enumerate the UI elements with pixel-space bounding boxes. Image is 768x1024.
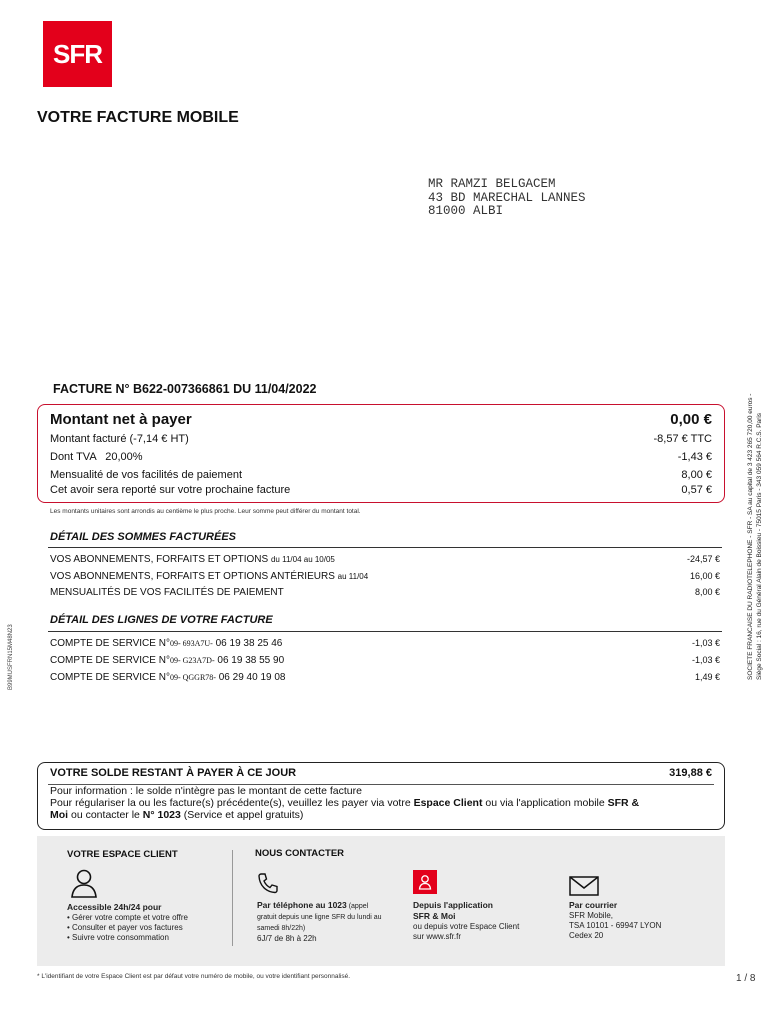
section-title-lines: DÉTAIL DES LIGNES DE VOTRE FACTURE — [50, 614, 273, 626]
line-account: 09- QGGR78- — [169, 673, 216, 682]
line-label — [50, 638, 282, 649]
espace-client-item: • Consulter et payer vos factures — [67, 923, 183, 932]
summary-row — [50, 484, 712, 496]
document-title: VOTRE FACTURE MOBILE — [37, 109, 239, 126]
app-contact-line: ou depuis votre Espace Client — [413, 922, 520, 931]
summary-label: Mensualité de vos facilités de paiement — [50, 469, 242, 481]
summary-row — [50, 451, 712, 463]
sfr-logo — [43, 21, 112, 87]
invoice-number: FACTURE N° B622-007366861 DU 11/04/2022 — [53, 382, 317, 396]
sum-row — [50, 554, 720, 565]
mail-contact-line: TSA 10101 - 69947 LYON — [569, 921, 662, 930]
page-number: 1 / 8 — [736, 973, 756, 984]
line-row — [50, 672, 720, 683]
line-label-text: COMPTE DE SERVICE N° — [50, 672, 170, 683]
text: (Service et appel gratuits) — [180, 809, 304, 821]
remaining-balance-box — [37, 762, 725, 830]
sfr-app-icon — [413, 870, 437, 894]
mail-contact-line: Cedex 20 — [569, 931, 604, 940]
document-code — [6, 610, 18, 690]
line-value: 1,49 € — [694, 672, 720, 682]
balance-info-line — [50, 809, 639, 821]
text: Pour régulariser la ou les facture(s) précédente(s), veuillez les payer via votre — [50, 797, 414, 809]
phone-icon — [257, 872, 279, 894]
summary-value: 8,00 € — [681, 469, 712, 481]
phone-contact-head: Par téléphone au 1023 — [257, 900, 347, 910]
summary-label: Dont TVA 20,00% — [50, 451, 143, 463]
line-label — [50, 655, 284, 666]
document-code-text: B99MUSFRN15M48N23 — [8, 624, 14, 690]
contact-panel — [37, 836, 725, 966]
mail-contact-line: SFR Mobile, — [569, 911, 614, 920]
sum-value: -24,57 € — [686, 554, 720, 564]
user-icon — [70, 868, 98, 898]
divider — [48, 631, 722, 632]
sum-label — [50, 571, 368, 582]
app-name: SFR & — [607, 797, 640, 809]
recipient-address — [428, 178, 586, 219]
line-label-text: COMPTE DE SERVICE N° — [50, 638, 170, 649]
divider — [48, 547, 722, 548]
phone-contact-line: gratuit depuis une ligne SFR du lundi au — [257, 914, 382, 921]
line-account: 09- G23A7D- — [169, 656, 215, 665]
line-label — [50, 672, 285, 683]
sum-label — [50, 554, 335, 565]
sum-label-text: VOS ABONNEMENTS, FORFAITS ET OPTIONS ANTÉRIEURS — [50, 571, 335, 582]
legal-line: Siège Social : 16, rue du Général Alain de Boissieu - 75015 Paris - 343 059 564 R.C.S. Paris — [756, 412, 763, 680]
app-contact-name: SFR & Moi — [413, 911, 456, 921]
address-line: 81000 ALBI — [428, 204, 504, 218]
balance-value: 319,88 € — [669, 767, 712, 779]
address-line: MR RAMZI BELGACEM — [428, 177, 556, 191]
sum-row — [50, 571, 720, 582]
balance-label: VOTRE SOLDE RESTANT À PAYER À CE JOUR — [50, 767, 297, 779]
summary-row — [50, 433, 712, 445]
sum-period: du 11/04 au 10/05 — [270, 555, 335, 564]
balance-info — [50, 785, 639, 821]
legal-line: SOCIETE FRANCAISE DU RADIOTELEPHONE - SFR - SA au capital de 3 423 265 720,00 euros - — [747, 393, 754, 680]
net-amount-value: 0,00 € — [670, 411, 712, 428]
amount-summary-box — [37, 404, 725, 503]
phone-contact-note: (appel — [346, 903, 369, 910]
mail-contact-head: Par courrier — [569, 900, 618, 910]
summary-label: Cet avoir sera reporté sur votre prochaine facture — [50, 484, 291, 496]
summary-value: -8,57 € TTC — [653, 433, 712, 445]
espace-client-link[interactable]: Espace Client — [413, 797, 483, 809]
sum-row — [50, 587, 720, 598]
espace-client-item: • Gérer votre compte et votre offre — [67, 913, 188, 922]
line-phone: 06 29 40 19 08 — [218, 672, 286, 683]
app-contact-head: Depuis l'application — [413, 900, 493, 910]
line-value: -1,03 € — [691, 655, 720, 665]
net-amount-row — [50, 411, 712, 428]
legal-sidebar — [742, 380, 766, 680]
net-amount-label: Montant net à payer — [50, 411, 192, 428]
summary-value: -1,43 € — [677, 451, 712, 463]
app-contact-text — [413, 900, 519, 942]
sum-period: au 11/04 — [337, 572, 369, 581]
section-title-sums: DÉTAIL DES SOMMES FACTURÉES — [50, 531, 237, 543]
sum-value: 8,00 € — [694, 587, 720, 597]
espace-client-item: • Suivre votre consommation — [67, 933, 169, 942]
app-name: Moi — [50, 809, 69, 821]
line-row — [50, 638, 720, 649]
divider — [232, 850, 233, 946]
logo-text: SFR — [53, 38, 102, 69]
user-icon — [418, 874, 432, 890]
sum-label-text: VOS ABONNEMENTS, FORFAITS ET OPTIONS — [50, 554, 269, 565]
sum-label-text: MENSUALITÉS DE VOS FACILITÉS DE PAIEMENT — [50, 587, 284, 598]
mail-contact-text — [569, 900, 661, 941]
line-label-text: COMPTE DE SERVICE N° — [50, 655, 170, 666]
phone-contact-hours: 6J/7 de 8h à 22h — [257, 934, 317, 943]
line-account: 09- 693A7U- — [169, 639, 213, 648]
balance-info-line: Pour information : le solde n'intègre pas le montant de cette facture — [50, 785, 362, 797]
summary-row — [50, 469, 712, 481]
line-phone: 06 19 38 25 46 — [215, 638, 283, 649]
line-row — [50, 655, 720, 666]
sum-value: 16,00 € — [689, 571, 720, 581]
text: ou via l'application mobile — [482, 797, 608, 809]
phone-number: N° 1023 — [142, 809, 181, 821]
line-value: -1,03 € — [691, 638, 720, 648]
address-line: 43 BD MARECHAL LANNES — [428, 190, 586, 205]
legal-text — [746, 380, 764, 680]
contact-title: NOUS CONTACTER — [255, 848, 345, 859]
balance-header — [50, 767, 712, 779]
rounding-note: Les montants unitaires sont arrondis au centième le plus proche. Leur somme peut différer du montant total. — [50, 508, 361, 515]
espace-client-title: VOTRE ESPACE CLIENT — [67, 849, 178, 860]
footnote: * L'identifiant de votre Espace Client est par défaut votre numéro de mobile, ou votre identifiant personnalisé. — [37, 973, 351, 980]
espace-client-text — [67, 902, 188, 943]
app-contact-url[interactable]: sur www.sfr.fr — [413, 932, 462, 941]
espace-client-head: Accessible 24h/24 pour — [67, 902, 162, 912]
line-phone: 06 19 38 55 90 — [217, 655, 285, 666]
balance-info-line — [50, 797, 639, 809]
summary-value: 0,57 € — [681, 484, 712, 496]
mail-icon — [569, 876, 599, 896]
phone-contact-line: samedi 8h/22h) — [257, 925, 306, 932]
summary-label: Montant facturé (-7,14 € HT) — [50, 433, 189, 445]
text: ou contacter le — [68, 809, 143, 821]
phone-contact-text — [257, 900, 407, 944]
